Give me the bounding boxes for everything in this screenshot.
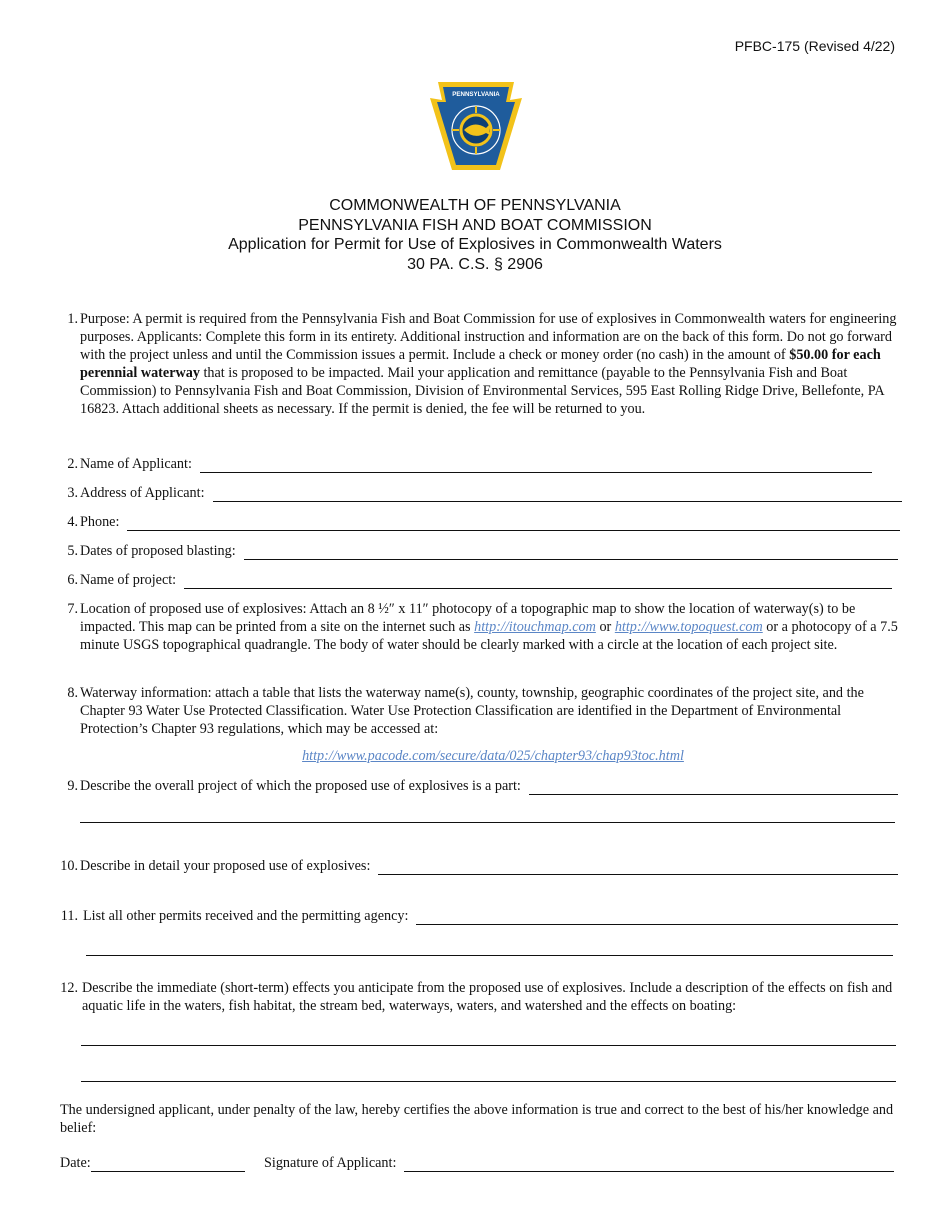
item-2-name-of-applicant [60,455,872,473]
effects-field-line-1[interactable] [81,1045,896,1046]
logo-top-text: PENNSYLVANIA [452,91,500,98]
certification-text: The undersigned applicant, under penalty of the law, hereby certifies the above information is true and correct to the best of his/her knowledge and belief: [60,1102,894,1136]
item-7-text-a: Location of proposed use of explosives: Attach an 8 ½″ x 11″ photocopy of a topographic map to show the location of waterway(s) to be impacted. This map can be printed from a site on the internet such as [80,601,856,635]
header-line-4: 30 PA. C.S. § 2906 [407,255,543,273]
applicant-name-label: Name of Applicant: [80,456,192,472]
date-row [60,1154,260,1172]
item-number: 7. [67,601,78,617]
itouchmap-link[interactable]: http://itouchmap.com [474,619,596,635]
topoquest-link[interactable]: http://www.topoquest.com [614,619,763,635]
other-permits-field[interactable] [416,910,898,925]
item-number: 10. [60,858,78,874]
date-label: Date: [60,1155,91,1171]
item-10-proposed-use [54,857,898,875]
other-permits-field-line-2[interactable] [86,955,893,956]
item-number: 8. [67,685,78,701]
applicant-name-field[interactable] [200,458,872,473]
item-9-overall-project [60,777,898,795]
effects-field-line-2[interactable] [81,1081,896,1082]
item-1-purpose [60,310,906,418]
item-number: 5. [67,543,78,559]
project-name-field[interactable] [184,574,892,589]
header-line-2: PENNSYLVANIA FISH AND BOAT COMMISSION [298,216,652,234]
item-number: 12. [60,980,78,996]
pacode-url-row [0,748,950,765]
project-name-label: Name of project: [80,572,177,588]
item-8-text: Waterway information: attach a table that lists the waterway name(s), county, township, geographic coordinates of the project site, and the Chapter 93 Water Use Protected Classification. Water Use Protection Classification are identified in the Department of Environmental Protection’s Chapter 93 regulations, which may be accessed at: [80,685,864,737]
item-number: 1. [67,311,78,327]
phone-field[interactable] [127,516,900,531]
item-number: 6. [67,572,78,588]
signature-field[interactable] [404,1157,894,1172]
item-7-or: or [595,619,615,635]
applicant-address-field[interactable] [213,487,902,502]
item-1-text-a: Purpose: A permit is required from the Pennsylvania Fish and Boat Commission for use of explosives in Commonwealth waters for engineering purposes. Applicants: Complete this form in its entirety. Additional instruction and information are on the back of this form. Do not go forward with the project unless and until the Commission issues a permit. Include a check or money order (no cash) in the amount of [80,311,897,363]
date-field[interactable] [91,1157,245,1172]
item-12-effects [54,979,906,1015]
overall-project-field[interactable] [529,780,898,795]
item-4-phone [60,513,900,531]
proposed-use-label: Describe in detail your proposed use of explosives: [80,858,371,874]
form-id: PFBC-175 (Revised 4/22) [734,38,895,54]
item-12-text: Describe the immediate (short-term) effects you anticipate from the proposed use of explosives. Include a description of the effects on fish and aquatic life in the waters, fish habitat, the stream bed, waterways, waters, and watershed and the effects on boating: [82,980,893,1014]
other-permits-label: List all other permits received and the permitting agency: [83,908,409,924]
item-3-address [60,484,902,502]
item-number: 4. [67,514,78,530]
blasting-dates-field[interactable] [244,545,898,560]
header-line-3: Application for Permit for Use of Explosives in Commonwealth Waters [228,236,722,253]
item-7-text-b: or a photocopy of a 7.5 minute USGS topographical quadrangle. The body of water should be clearly marked with a circle at the location of each project site. [80,619,898,653]
header-line-1: COMMONWEALTH OF PENNSYLVANIA [329,197,621,214]
signature-row [264,1154,894,1172]
signature-label: Signature of Applicant: [264,1155,397,1171]
overall-project-label: Describe the overall project of which the proposed use of explosives is a part: [80,778,521,794]
blasting-dates-label: Dates of proposed blasting: [80,543,236,559]
item-5-dates [60,542,898,560]
item-11-other-permits [54,907,898,925]
pfbc-logo [430,80,522,172]
item-number: 9. [67,778,78,794]
phone-label: Phone: [80,514,120,530]
applicant-address-label: Address of Applicant: [80,485,205,501]
fee-amount: $50.00 for each perennial waterway [80,347,881,381]
form-header [0,196,950,274]
item-1-text-b: that is proposed to be impacted. Mail your application and remittance (payable to the Pennsylvania Fish and Boat Commission) to Pennsylvania Fish and Boat Commission, Division of Environmental Services, 595 East Rolling Ridge Drive, Bellefonte, PA 16823. Attach additional sheets as necessary. If the permit is denied, the fee will be returned to you. [80,365,884,417]
proposed-use-field[interactable] [378,860,898,875]
item-7-location [60,600,906,654]
item-number: 3. [67,485,78,501]
pacode-link[interactable]: http://www.pacode.com/secure/data/025/chapter93/chap93toc.html [302,748,684,764]
overall-project-field-line-2[interactable] [80,822,895,823]
item-number: 11. [60,908,78,924]
item-8-waterway [60,684,906,738]
item-6-project-name [60,571,892,589]
item-number: 2. [67,456,78,472]
